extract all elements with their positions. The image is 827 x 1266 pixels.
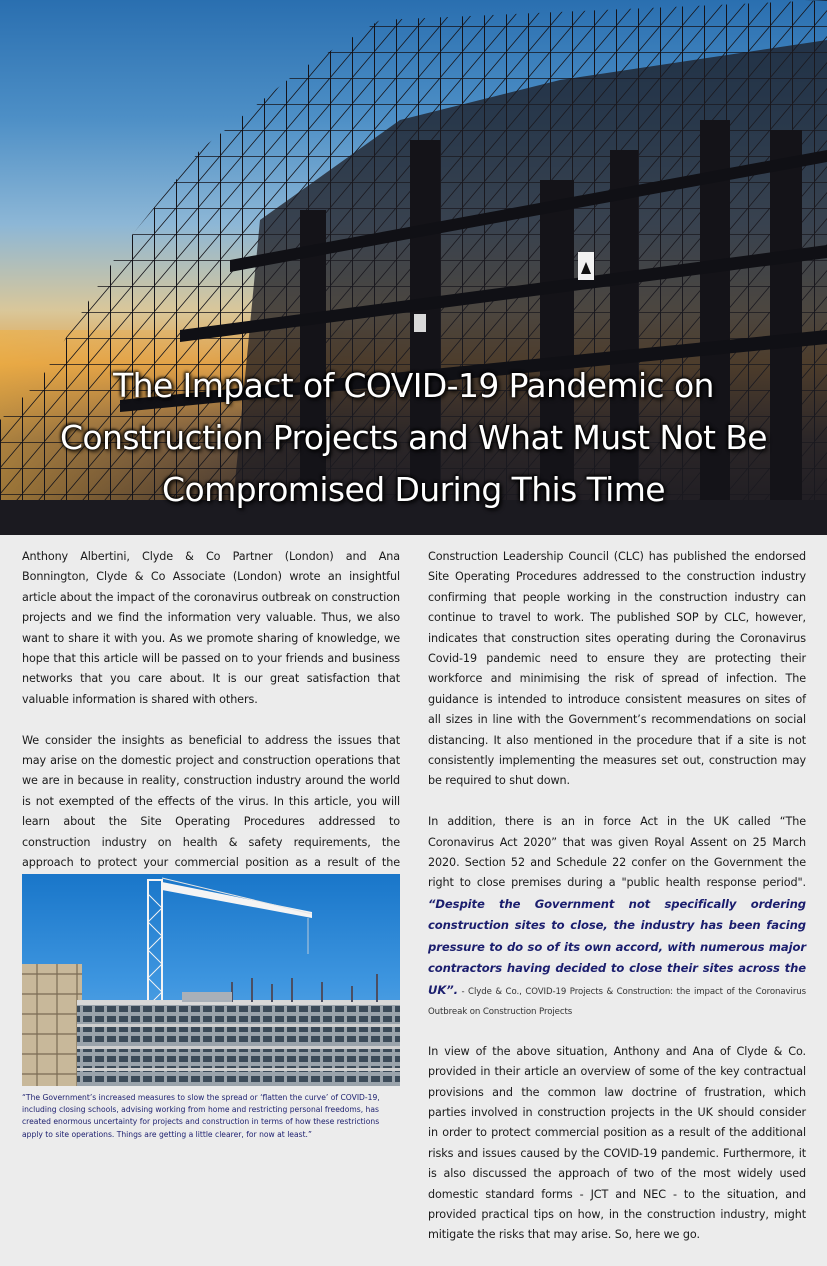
pull-quote: “Despite the Government not specifically ordering construction sites to close, the industry has been facing pressure to do so of its own accord, with numerous major contractors having decided to close their sites across the UK”. xyxy=(428,896,806,997)
article-title xyxy=(0,360,827,516)
crane-building-image xyxy=(22,874,400,1086)
title-line-2: Construction Projects and What Must Not Be xyxy=(59,418,768,457)
coronavirus-act-paragraph xyxy=(428,812,806,1021)
intro-paragraph: Anthony Albertini, Clyde & Co Partner (London) and Ana Bonnington, Clyde & Co Associate (London) wrote an insightful article about the impact of the coronavirus outbreak on construction projects and we find the information very valuable. Thus, we also want to share it with you. As we promote sharing of knowledge, we hope that this article will be passed on to your friends and business networks that you care about. It is our great satisfaction that valuable information is shared with others. xyxy=(22,550,400,706)
insights-paragraph: We consider the insights as beneficial to address the issues that may arise on the domestic project and construction operations that we are in because in reality, construction industry around the world is not exempted of the effects of the virus. In this article, you will learn about the Site Operating Procedures addressed to construction industry on health & safety requirements, the approach to protect your commercial position as a result of the xyxy=(22,733,400,870)
title-line-1: The Impact of COVID-19 Pandemic on xyxy=(113,366,714,405)
hero-banner xyxy=(0,0,827,535)
clc-paragraph: Construction Leadership Council (CLC) has published the endorsed Site Operating Procedures addressed to the construction industry confirming that people working in the construction industry can continue to travel to work. The published SOP by CLC, however, indicates that construction sites operating during the Coronavirus Covid-19 pandemic need to ensure they are protecting their workforce and minimising the risk of spread of infection. The guidance is intended to introduce consistent measures on sites of all sizes in line with the Government’s recommendations on social distancing. It also mentioned in the procedure that if a site is not consistently implementing the measures set out, construction may be required to shut down. xyxy=(428,550,806,788)
act-text: In addition, there is an in force Act in the UK called “The Coronavirus Act 2020” that was given Royal Assent on 25 March 2020. Section 52 and Schedule 22 confer on the Government the right to close premises during a "public health response period". xyxy=(428,815,806,890)
title-line-3: Compromised During This Time xyxy=(162,470,665,509)
overview-paragraph: In view of the above situation, Anthony and Ana of Clyde & Co. provided in their article an overview of some of the key contractual provisions and the common law doctrine of frustration, which parties involved in construction projects in the UK should consider in order to protect commercial position as a result of the additional risks and issues caused by the COVID-19 pandemic. Furthermore, it is also discussed the approach of two of the most widely used domestic standard forms - JCT and NEC - to the situation, and provided practical tips on how, in the construction industry, might mitigate the risks that may arise. So, here we go. xyxy=(428,1044,806,1242)
photo-caption: “The Government’s increased measures to slow the spread or ‘flatten the curve’ of COVID-19, including closing schools, advising working from home and restricting personal freedoms, has created enormous uncertainty for projects and construction in terms of how these restrictions apply to site operations. Things are getting a little clearer, for now at least.” xyxy=(22,1093,380,1139)
quote-citation: - Clyde & Co., COVID-19 Projects & Construction: the impact of the Coronavirus Outbreak on Construction Projects xyxy=(428,986,806,1017)
right-column xyxy=(428,547,806,1266)
construction-crane-photo xyxy=(22,874,400,1086)
